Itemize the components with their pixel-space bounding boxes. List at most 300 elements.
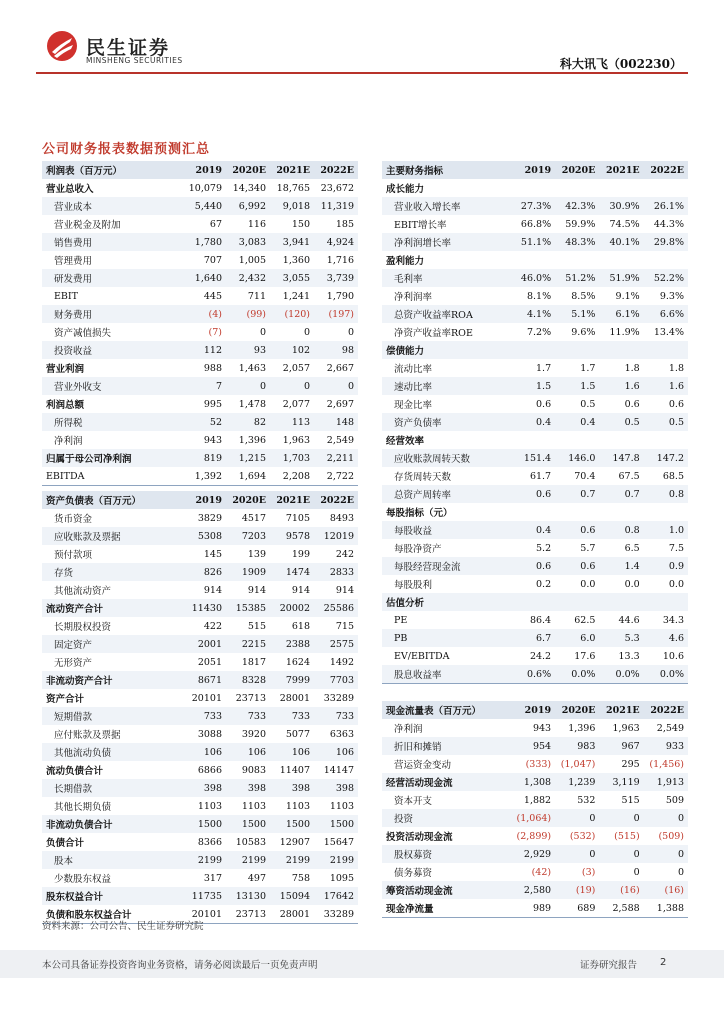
row-value: 0 bbox=[259, 326, 266, 338]
row-value: 6.0 bbox=[555, 629, 599, 647]
row-label: 非流动资产合计 bbox=[42, 671, 182, 689]
row-value: 1.4 bbox=[599, 557, 643, 575]
row-value: 0 bbox=[644, 809, 688, 827]
row-value: 2,929 bbox=[511, 845, 555, 863]
row-value: 0.6% bbox=[511, 665, 555, 684]
row-label: 销售费用 bbox=[42, 233, 182, 251]
row-value: 689 bbox=[555, 899, 599, 918]
row-value: 29.8% bbox=[644, 233, 688, 251]
row-value: (16) bbox=[644, 881, 688, 899]
row-value: 0.6 bbox=[668, 398, 684, 410]
row-value: (1,047) bbox=[560, 758, 596, 770]
row-value: 715 bbox=[335, 620, 354, 632]
financial-indicators-table bbox=[382, 161, 688, 684]
row-value: 1103 bbox=[329, 800, 354, 812]
row-label: 营运资金变动 bbox=[394, 760, 452, 771]
table-row bbox=[382, 233, 688, 251]
row-value: 4,924 bbox=[314, 233, 358, 251]
row-label: 成长能力 bbox=[386, 184, 425, 195]
column-header: 2019 bbox=[182, 491, 226, 509]
row-value: 2199 bbox=[182, 851, 226, 869]
row-value: 0 bbox=[303, 326, 310, 338]
row-value: 1,913 bbox=[644, 773, 688, 791]
row-value: 1,963 bbox=[282, 434, 310, 446]
row-value: 0.0 bbox=[580, 578, 596, 590]
row-value: 51.1% bbox=[511, 233, 555, 251]
row-value: 0.4 bbox=[511, 521, 555, 539]
row-value: 10583 bbox=[235, 836, 266, 848]
table-row bbox=[42, 869, 358, 887]
row-label: EBIT bbox=[54, 290, 79, 302]
row-value: 2,432 bbox=[226, 269, 270, 287]
row-value bbox=[644, 179, 688, 197]
row-value: 52.2% bbox=[644, 269, 688, 287]
row-value: 515 bbox=[247, 620, 266, 632]
row-value: 1,360 bbox=[282, 254, 310, 266]
table-row bbox=[382, 287, 688, 305]
row-value: 826 bbox=[182, 563, 226, 581]
column-header: 2021E bbox=[599, 701, 643, 719]
row-value: 1,239 bbox=[555, 773, 599, 791]
row-value: 199 bbox=[291, 548, 310, 560]
table-row bbox=[382, 719, 688, 737]
row-value: 2,667 bbox=[326, 362, 354, 374]
table-row bbox=[42, 671, 358, 689]
row-value: 933 bbox=[644, 737, 688, 755]
row-value: 51.2% bbox=[555, 269, 599, 287]
row-value bbox=[644, 503, 688, 521]
row-value: 6.1% bbox=[599, 305, 643, 323]
row-value: 42.3% bbox=[555, 197, 599, 215]
row-value: 2001 bbox=[182, 635, 226, 653]
column-header: 2020E bbox=[555, 161, 599, 179]
row-value bbox=[555, 179, 599, 197]
table-row bbox=[42, 287, 358, 305]
row-value: 1.5 bbox=[511, 377, 555, 395]
row-label: 资产负债率 bbox=[382, 413, 511, 431]
row-value: 23713 bbox=[226, 905, 270, 924]
table-row bbox=[42, 887, 358, 905]
table-row bbox=[42, 359, 358, 377]
row-value: 4.6 bbox=[644, 629, 688, 647]
row-value: 106 bbox=[182, 743, 226, 761]
row-value: 2,697 bbox=[326, 398, 354, 410]
table-row bbox=[42, 545, 358, 563]
table-header-row bbox=[382, 701, 688, 719]
row-value: (1,064) bbox=[511, 809, 555, 827]
row-value: 0.8 bbox=[644, 485, 688, 503]
row-label: 少数股东权益 bbox=[54, 874, 112, 885]
row-value: 62.5 bbox=[574, 614, 596, 626]
row-value: 1,640 bbox=[182, 269, 226, 287]
row-label: 投资 bbox=[382, 809, 511, 827]
row-value: 509 bbox=[665, 794, 684, 806]
row-value: 59.9% bbox=[565, 218, 596, 230]
table-title: 主要财务指标 bbox=[382, 161, 511, 179]
row-value bbox=[511, 593, 555, 611]
row-value: 1,241 bbox=[282, 290, 310, 302]
row-value: (16) bbox=[599, 881, 643, 899]
table-title: 现金流量表（百万元） bbox=[382, 701, 511, 719]
row-value: 295 bbox=[621, 758, 640, 770]
row-value: 0.6 bbox=[555, 521, 599, 539]
row-value: (515) bbox=[614, 830, 640, 842]
row-value: 6.5 bbox=[624, 542, 640, 554]
row-label: 净利润 bbox=[394, 724, 423, 735]
row-value bbox=[599, 179, 643, 197]
row-value: 707 bbox=[203, 254, 222, 266]
row-value: 102 bbox=[270, 341, 314, 359]
row-value: 422 bbox=[203, 620, 222, 632]
row-value: 6.7 bbox=[511, 629, 555, 647]
row-value: 1.8 bbox=[624, 362, 640, 374]
row-value: 3,119 bbox=[599, 773, 643, 791]
row-value: 112 bbox=[182, 341, 226, 359]
table-row bbox=[382, 215, 688, 233]
row-value: 3,941 bbox=[270, 233, 314, 251]
row-label: 每股收益 bbox=[382, 521, 511, 539]
row-value: 23,672 bbox=[320, 182, 354, 194]
row-value: (509) bbox=[658, 830, 684, 842]
row-value: 914 bbox=[203, 584, 222, 596]
row-label: 其他流动负债 bbox=[42, 743, 182, 761]
row-value: (333) bbox=[525, 758, 552, 770]
row-value: 983 bbox=[555, 737, 599, 755]
row-value: 146.0 bbox=[555, 449, 599, 467]
row-value: 398 bbox=[270, 779, 314, 797]
row-value: 2,580 bbox=[511, 881, 555, 899]
table-row bbox=[42, 761, 358, 779]
stock-title: 科大讯飞（002230） bbox=[559, 57, 682, 71]
row-value bbox=[511, 179, 555, 197]
table-row bbox=[42, 341, 358, 359]
row-value: 1,308 bbox=[511, 773, 555, 791]
row-value: (2,899) bbox=[516, 830, 552, 842]
table-row bbox=[42, 431, 358, 449]
row-value: 0 bbox=[677, 866, 684, 878]
table-row bbox=[382, 773, 688, 791]
row-value: 106 bbox=[314, 743, 358, 761]
row-label: 应收账款周转天数 bbox=[382, 449, 511, 467]
row-value: 1.5 bbox=[555, 377, 599, 395]
row-value: 2833 bbox=[314, 563, 358, 581]
row-value: 943 bbox=[532, 722, 552, 734]
row-value: 711 bbox=[247, 290, 266, 302]
footer-report-type: 证券研究报告 bbox=[580, 960, 638, 971]
row-label: 营业利润 bbox=[46, 364, 85, 375]
row-value: 1474 bbox=[270, 563, 314, 581]
row-value: 398 bbox=[226, 779, 270, 797]
table-row bbox=[42, 581, 358, 599]
row-value: 1,392 bbox=[182, 467, 226, 486]
row-label: 流动资产合计 bbox=[42, 599, 182, 617]
row-value: 93 bbox=[226, 341, 270, 359]
row-value bbox=[599, 503, 643, 521]
row-value: 9578 bbox=[270, 527, 314, 545]
row-value bbox=[599, 341, 643, 359]
row-label: 归属于母公司净利润 bbox=[42, 449, 182, 467]
row-value: 943 bbox=[203, 434, 222, 446]
row-value: 6.6% bbox=[644, 305, 688, 323]
row-value: 2199 bbox=[270, 851, 314, 869]
row-value: 0.6 bbox=[624, 398, 640, 410]
row-value: 819 bbox=[182, 449, 226, 467]
table-row bbox=[382, 269, 688, 287]
table-row bbox=[382, 737, 688, 755]
row-value: 3,083 bbox=[226, 233, 270, 251]
brand-name-en: MINSHENG SECURITIES bbox=[86, 56, 183, 65]
table-row bbox=[382, 341, 688, 359]
row-value: 1.6 bbox=[644, 377, 688, 395]
row-value: 2,722 bbox=[314, 467, 358, 486]
row-value: 139 bbox=[247, 548, 266, 560]
table-row bbox=[382, 521, 688, 539]
row-label: 存货 bbox=[42, 563, 182, 581]
row-value: 0.5 bbox=[580, 398, 596, 410]
row-value: 914 bbox=[335, 584, 354, 596]
row-label: 研发费用 bbox=[42, 269, 182, 287]
row-label: 营业总收入 bbox=[46, 184, 94, 195]
column-header: 2022E bbox=[644, 161, 688, 179]
row-value: 0.0 bbox=[624, 578, 640, 590]
row-value: 10.6 bbox=[662, 650, 684, 662]
table-row bbox=[382, 809, 688, 827]
row-value: 13130 bbox=[226, 887, 270, 905]
row-value: 67.5 bbox=[618, 470, 640, 482]
row-value: 7703 bbox=[314, 671, 358, 689]
row-value: 733 bbox=[226, 707, 270, 725]
row-value bbox=[511, 251, 555, 269]
row-value: 5.2 bbox=[536, 542, 552, 554]
table-row bbox=[382, 539, 688, 557]
row-value: 28001 bbox=[270, 905, 314, 924]
row-value: 15647 bbox=[323, 836, 354, 848]
row-value: 7.2% bbox=[526, 326, 552, 338]
row-value: (42) bbox=[531, 866, 552, 878]
row-value: 0 bbox=[633, 866, 640, 878]
row-label: EBIT增长率 bbox=[394, 220, 447, 231]
row-value: 0.0% bbox=[644, 665, 688, 684]
row-value: 0 bbox=[270, 377, 314, 395]
table-row bbox=[382, 179, 688, 197]
row-value: 44.3% bbox=[653, 218, 684, 230]
row-value bbox=[644, 251, 688, 269]
table-row bbox=[382, 791, 688, 809]
row-label: 现金比率 bbox=[394, 400, 433, 411]
row-value: 150 bbox=[291, 218, 310, 230]
row-label: 净利润增长率 bbox=[382, 233, 511, 251]
row-label: 每股净资产 bbox=[394, 544, 442, 555]
row-value: 4517 bbox=[241, 512, 266, 524]
row-value: 5308 bbox=[182, 527, 226, 545]
table-row bbox=[42, 377, 358, 395]
row-value: 2199 bbox=[314, 851, 358, 869]
row-value: 52 bbox=[182, 413, 226, 431]
row-value: 4.1% bbox=[511, 305, 555, 323]
row-label: 货币资金 bbox=[54, 514, 93, 525]
row-value: 0.0% bbox=[599, 665, 643, 684]
table-row bbox=[42, 563, 358, 581]
row-value: 15385 bbox=[226, 599, 270, 617]
row-value: 151.4 bbox=[511, 449, 555, 467]
row-value: 954 bbox=[511, 737, 555, 755]
row-value: 5.7 bbox=[580, 542, 596, 554]
row-value: 185 bbox=[335, 218, 354, 230]
row-label: 财务费用 bbox=[42, 305, 182, 323]
row-label: 应收账款及票据 bbox=[42, 527, 182, 545]
row-value: 11,319 bbox=[314, 197, 358, 215]
row-label: 长期股权投资 bbox=[54, 622, 112, 633]
row-label: 无形资产 bbox=[54, 658, 93, 669]
row-label: 长期借款 bbox=[42, 779, 182, 797]
row-label: 其他长期负债 bbox=[54, 802, 112, 813]
row-value: 0 bbox=[314, 377, 358, 395]
table-row bbox=[382, 629, 688, 647]
row-label: 每股股利 bbox=[394, 580, 433, 591]
row-value: 3829 bbox=[197, 512, 222, 524]
row-value: 25586 bbox=[314, 599, 358, 617]
row-value: 733 bbox=[270, 707, 314, 725]
row-value: 398 bbox=[182, 779, 226, 797]
row-label: 投资收益 bbox=[42, 341, 182, 359]
row-value bbox=[599, 251, 643, 269]
row-value: 3920 bbox=[241, 728, 266, 740]
row-value bbox=[511, 431, 555, 449]
row-value: 5.3 bbox=[599, 629, 643, 647]
row-label: 利润总额 bbox=[46, 400, 85, 411]
row-value: 0.6 bbox=[511, 485, 555, 503]
row-value: 242 bbox=[335, 548, 354, 560]
row-value: 11407 bbox=[279, 764, 310, 776]
row-value: 10,079 bbox=[188, 182, 222, 194]
cash-flow-table bbox=[382, 701, 688, 918]
table-row bbox=[42, 251, 358, 269]
table-row bbox=[42, 179, 358, 197]
row-value: 1.6 bbox=[599, 377, 643, 395]
row-value: 0.4 bbox=[511, 413, 555, 431]
header-divider bbox=[36, 72, 688, 74]
row-value: 532 bbox=[577, 794, 596, 806]
table-row bbox=[382, 575, 688, 593]
table-row bbox=[382, 449, 688, 467]
row-label: PE bbox=[394, 614, 408, 626]
row-value: 0.6 bbox=[511, 557, 555, 575]
table-row bbox=[382, 359, 688, 377]
row-value: 967 bbox=[599, 737, 643, 755]
row-value: 1500 bbox=[226, 815, 270, 833]
row-value: 8493 bbox=[329, 512, 354, 524]
column-header: 2021E bbox=[599, 161, 643, 179]
row-value: 0.7 bbox=[555, 485, 599, 503]
row-value: 1624 bbox=[285, 656, 310, 668]
row-value: 20002 bbox=[270, 599, 314, 617]
row-value bbox=[555, 431, 599, 449]
table-row bbox=[42, 617, 358, 635]
row-value: 86.4 bbox=[529, 614, 552, 626]
row-value: 40.1% bbox=[599, 233, 643, 251]
row-value: 3,739 bbox=[314, 269, 358, 287]
row-label: 营业外收支 bbox=[42, 377, 182, 395]
row-label: 经营效率 bbox=[386, 436, 425, 447]
row-value: 11735 bbox=[182, 887, 226, 905]
section-title: 公司财务报表数据预测汇总 bbox=[42, 142, 211, 157]
row-label: 存货周转天数 bbox=[394, 472, 452, 483]
row-value: 1817 bbox=[241, 656, 266, 668]
row-label: 所得税 bbox=[42, 413, 182, 431]
row-label: 总资产周转率 bbox=[382, 485, 511, 503]
row-value: 1,388 bbox=[644, 899, 688, 918]
table-row bbox=[42, 233, 358, 251]
row-label: 负债和股东权益合计 bbox=[42, 905, 182, 924]
row-value: 995 bbox=[203, 398, 222, 410]
column-header: 2022E bbox=[314, 491, 358, 509]
row-value: 82 bbox=[226, 413, 270, 431]
row-value: 0.9 bbox=[644, 557, 688, 575]
row-value: 733 bbox=[182, 707, 226, 725]
row-value: 5,440 bbox=[182, 197, 226, 215]
row-label: 折旧和摊销 bbox=[382, 737, 511, 755]
row-value: 8366 bbox=[197, 836, 222, 848]
table-row bbox=[382, 845, 688, 863]
row-value: 17.6 bbox=[574, 650, 596, 662]
row-value: 9.3% bbox=[659, 290, 684, 302]
table-header-row bbox=[42, 491, 358, 509]
row-label: 营业成本 bbox=[42, 197, 182, 215]
table-row bbox=[42, 779, 358, 797]
table-row bbox=[382, 431, 688, 449]
table-row bbox=[42, 689, 358, 707]
row-value: 988 bbox=[203, 362, 222, 374]
row-label: 债务募资 bbox=[394, 868, 433, 879]
row-value: 147.8 bbox=[599, 449, 643, 467]
row-value: 116 bbox=[247, 218, 266, 230]
table-row bbox=[382, 305, 688, 323]
row-label: 经营活动现金流 bbox=[382, 773, 511, 791]
row-value: (19) bbox=[555, 881, 599, 899]
row-value: 1095 bbox=[329, 872, 354, 884]
row-value: 1.0 bbox=[644, 521, 688, 539]
row-label: 营业收入增长率 bbox=[382, 197, 511, 215]
row-value: 33289 bbox=[323, 692, 354, 704]
column-header: 2020E bbox=[555, 701, 599, 719]
source-note: 资料来源：公司公告、民生证券研究院 bbox=[42, 921, 204, 932]
row-value: 1,396 bbox=[238, 434, 266, 446]
row-value: 0.0% bbox=[555, 665, 599, 684]
row-value: 0.4 bbox=[555, 413, 599, 431]
row-label: 股息收益率 bbox=[382, 665, 511, 684]
table-header-row bbox=[42, 161, 358, 179]
row-label: 总资产收益率ROA bbox=[382, 305, 511, 323]
table-title: 资产负债表（百万元） bbox=[42, 491, 182, 509]
row-value: 1,694 bbox=[226, 467, 270, 486]
row-value: 61.7 bbox=[529, 470, 552, 482]
row-value: 27.3% bbox=[511, 197, 555, 215]
row-value: 44.6 bbox=[618, 614, 640, 626]
row-value: 0.7 bbox=[599, 485, 643, 503]
row-value: 1.7 bbox=[536, 362, 552, 374]
table-row bbox=[382, 197, 688, 215]
row-value: 30.9% bbox=[599, 197, 643, 215]
row-value: 733 bbox=[314, 707, 358, 725]
table-row bbox=[42, 323, 358, 341]
row-value: 0.5 bbox=[599, 413, 643, 431]
page-number: 2 bbox=[660, 957, 667, 968]
row-label: 筹资活动现金流 bbox=[382, 881, 511, 899]
row-value: 1103 bbox=[241, 800, 266, 812]
row-value: 7.5 bbox=[668, 542, 684, 554]
row-value: 8.1% bbox=[526, 290, 552, 302]
row-label: 毛利率 bbox=[382, 269, 511, 287]
